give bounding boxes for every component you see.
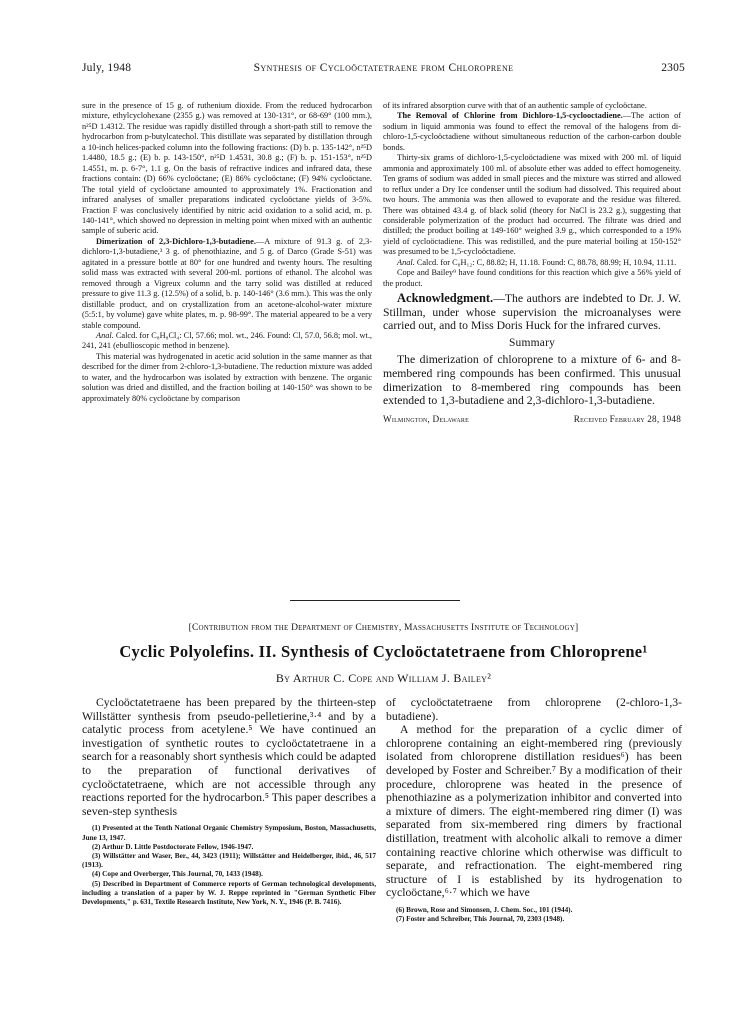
acknowledgment-heading: Acknowledgment. — [397, 291, 494, 306]
summary-heading: Summary — [508, 336, 556, 349]
paragraph: A method for the preparation of a cyclic dimer of chloroprene containing an eight-membered ring (previously isolated from chloroprene distillation residues⁶) has been developed by Foster and Schreiber.⁷ By a modification of their procedure, chloroprene was heated in the presence of phenothiazine as a polymerization inhibitor and converted into a mixture of dimers. The eight-membered ring dimer (I) was separated from six-membered ring dimers by fractional distillation, treatment with alcoholic alkali to remove a dimer containing reactive chlorine which otherwise was difficult to separate, and refractionation. The eight-membered ring structure of I is established by its hydrogenation to cycloöctane,⁶·⁷ which we have — [386, 723, 682, 900]
paragraph: Cycloöctatetraene has been prepared by the thirteen-step Willstätter synthesis from pseudo-pelletierine,³·⁴ and by a catalytic process from acetylene.⁵ We have continued an investigation of synthetic routes to cycloöctatetraene in a search for a reasonably short synthesis which could be adapted to the preparation of functional derivatives of cycloöctatetraene, which are not accessible through any reactions reported for the hydrocarbon.⁵ This paper describes a seven-step synthesis — [82, 696, 376, 818]
paragraph: of its infrared absorption curve with that of an authentic sample of cycloöctane. — [383, 101, 647, 110]
paragraph: of cycloöctatetraene from chloroprene (2-chloro-1,3-butadiene). — [386, 696, 682, 723]
anal-label: Anal. — [96, 330, 114, 340]
paragraph-body: —A mixture of 91.3 g. of 2,3-dichloro-1,3-butadiene,³ 3 g. of phenothiazine, and 5 g. of Darco (Grade S-51) was agitated in a pressure bottle at 80° for one hundred and twenty hours. The resulting solid mass was extracted with several 200-ml. portions of ethanol. The alcohol was removed through a Vigreux column and the tarry solid was distilled at reduced pressure to give 11.3 g. (12.5%) of a solid, b. p. 140-146° (3.6 mm.). This was the only distillable product, and on crystallization from an acetone-alcohol-water mixture (5:5:1, by volume) gave white plates, m. p. 98-99°. The material appeared to be a very stable compound. — [82, 236, 373, 330]
paragraph: Cope and Bailey⁹ have found conditions for this reaction which give a 56% yield of the product. — [383, 268, 681, 288]
paragraph-body: —The action of sodium in liquid ammonia was found to effect the removal of the halogens from di-chloro-1,5-cycloöctadiene without simultaneous reduction of the carbon-carbon double bonds. — [383, 111, 681, 152]
paragraph: Thirty-six grams of dichloro-1,5-cycloöctadiene was mixed with 200 ml. of liquid ammonia and approximately 100 ml. of absolute ether was added to effect homogeneity. Ten grams of sodium was added in small pieces and the mixture was stirred and allowed to reflux under a Dry Ice condenser until the sodium had dissolved. This required about two hours. The ammonia was then allowed to evaporate and the residue was filtered. There was obtained 43.4 g. of black solid (theory for NaCl is 23.2 g.), suggesting that considerable polymerization of the product had occurred. The filtrate was dried and distilled; the product boiling at 149-160° weighed 3.9 g., which corresponded to a 19% yield of cycloöctadiene. This was redistilled, and the pure material boiling at 150-152° was presumed to be 1,5-cycloöctadiene. — [383, 153, 681, 257]
analysis-values: Calcd. for C₈H₁₂: C, 88.82; H, 11.18. Found: C, 88.78, 88.99; H, 10.94, 11.11. — [414, 257, 677, 267]
contribution-line: [Contribution from the Department of Chemistry, Massachusetts Institute of Technology] — [188, 623, 579, 633]
top-left-column — [82, 101, 372, 404]
sign-place: Wilmington, Delaware — [383, 413, 469, 424]
acknowledgment — [383, 292, 681, 333]
paragraph — [82, 237, 372, 331]
summary-body: The dimerization of chloroprene to a mixture of 6- and 8-membered ring compounds has been confirmed. This unusual dimerization to 8-membered ring compounds has been extended to 1,3-butadiene and 2,3-dichloro-1,3-butadiene. — [383, 353, 681, 408]
header-running-title: Synthesis of Cycloöctatetraene from Chloroprene — [253, 62, 514, 74]
footnote: (7) Foster and Schreiber, This Journal, 70, 2303 (1948). — [396, 915, 565, 924]
analysis-line — [82, 331, 372, 352]
paragraph: sure in the presence of 15 g. of ruthenium dioxide. From the reduced hydrocarbon mixture, ethylcyclohexane (2355 g.) was removed at 130-131°, or 68-69° (100 mm.), n²⁵D 1.4312. The residue was rapidly distilled through a short-path still to remove the hydrocarbon from p-butylcatechol. This distillate was separated by distillation through a 10-inch helices-packed column into the following fractions: (D) b. p. 135-142°, n²⁵D 1.4480, 18.5 g.; (E) b. p. 143-150°, n²⁵D 1.4531, 30.8 g.; (F) b. p. 151-153°, n²⁵D 1.4551, m. p. 6-7°, 1.1 g. On the basis of refractive indices and infrared data, these fractions contain: (D) 66% cycloöctane; (E) 86% cycloöctane; (F) 94% cycloöctane. The total yield of cycloöctane amounted to approximately 1%. Fractionation and infrared analyses of smaller preparations indicated cycloöctane yields of 3-5%. Fraction F was conclusively identified by nitric acid oxidation to a solid acid, m. p. 140-141°, which showed no depression in melting point when mixed with an authentic sample of suberic acid. — [82, 101, 372, 236]
article-title: Cyclic Polyolefins. II. Synthesis of Cycloöctatetraene from Chloroprene¹ — [119, 642, 648, 661]
acknowledgment-body: —The authors are indebted to Dr. J. W. Stillman, under whose supervision the microanalyses were carried out, and to Miss Doris Huck for the infrared curves. — [383, 292, 681, 333]
analysis-line — [383, 258, 681, 268]
section-heading: Dimerization of 2,3-Dichloro-1,3-butadiene. — [96, 236, 256, 246]
article-authors: By Arthur C. Cope and William J. Bailey² — [275, 671, 492, 685]
divider-rule — [290, 600, 460, 601]
bottom-left-column — [82, 696, 376, 907]
anal-label: Anal. — [397, 257, 415, 267]
bottom-right-column — [386, 696, 682, 924]
footnote: (2) Arthur D. Little Postdoctorate Fellow, 1946-1947. — [92, 842, 254, 851]
signature-line — [383, 414, 681, 424]
top-right-column — [383, 101, 681, 424]
sign-received: Received February 28, 1948 — [573, 413, 681, 424]
paragraph — [383, 111, 681, 153]
footnote: (6) Brown, Rose and Simonsen, J. Chem. Soc., 101 (1944). — [396, 905, 573, 914]
analysis-values: Calcd. for C₈H₈Cl₄: Cl, 57.66; mol. wt., 246. Found: Cl, 57.0, 56.8; mol. wt., 241, 241 (ebullioscopic method in benzene). — [82, 330, 372, 351]
footnote: (5) Described in Department of Commerce reports of German technological developments, including a translation of a paper by W. J. Reppe reprinted in "German Synthetic Fiber Developments," p. 631, Textile Research Institute, New York, N. Y., 1946 (P. B. 7416). — [82, 879, 376, 906]
footnotes — [386, 906, 682, 924]
footnote: (1) Presented at the Tenth National Organic Chemistry Symposium, Boston, Massachusetts, June 13, 1947. — [82, 824, 376, 842]
running-header — [82, 62, 685, 78]
footnotes — [82, 824, 376, 907]
paragraph: This material was hydrogenated in acetic acid solution in the same manner as that described for the dimer from 2-chloro-1,3-butadiene. The reduction mixture was added to water, and the hydrocarbon was isolated by extraction with benzene. The organic solution was dried and distilled, and the fraction boiling at 140-150° was shown to be approximately 80% cycloöctane by comparison — [82, 351, 372, 403]
page-number: 2305 — [661, 62, 685, 74]
footnote: (4) Cope and Overberger, This Journal, 70, 1433 (1948). — [92, 870, 263, 879]
header-date: July, 1948 — [82, 62, 132, 74]
footnote: (3) Willstätter and Waser, Ber., 44, 3423 (1911); Willstätter and Heidelberger, ibid., 46, 517 (1913). — [82, 851, 376, 870]
section-heading: The Removal of Chlorine from Dichloro-1,5-cyclooctadiene. — [397, 111, 623, 121]
